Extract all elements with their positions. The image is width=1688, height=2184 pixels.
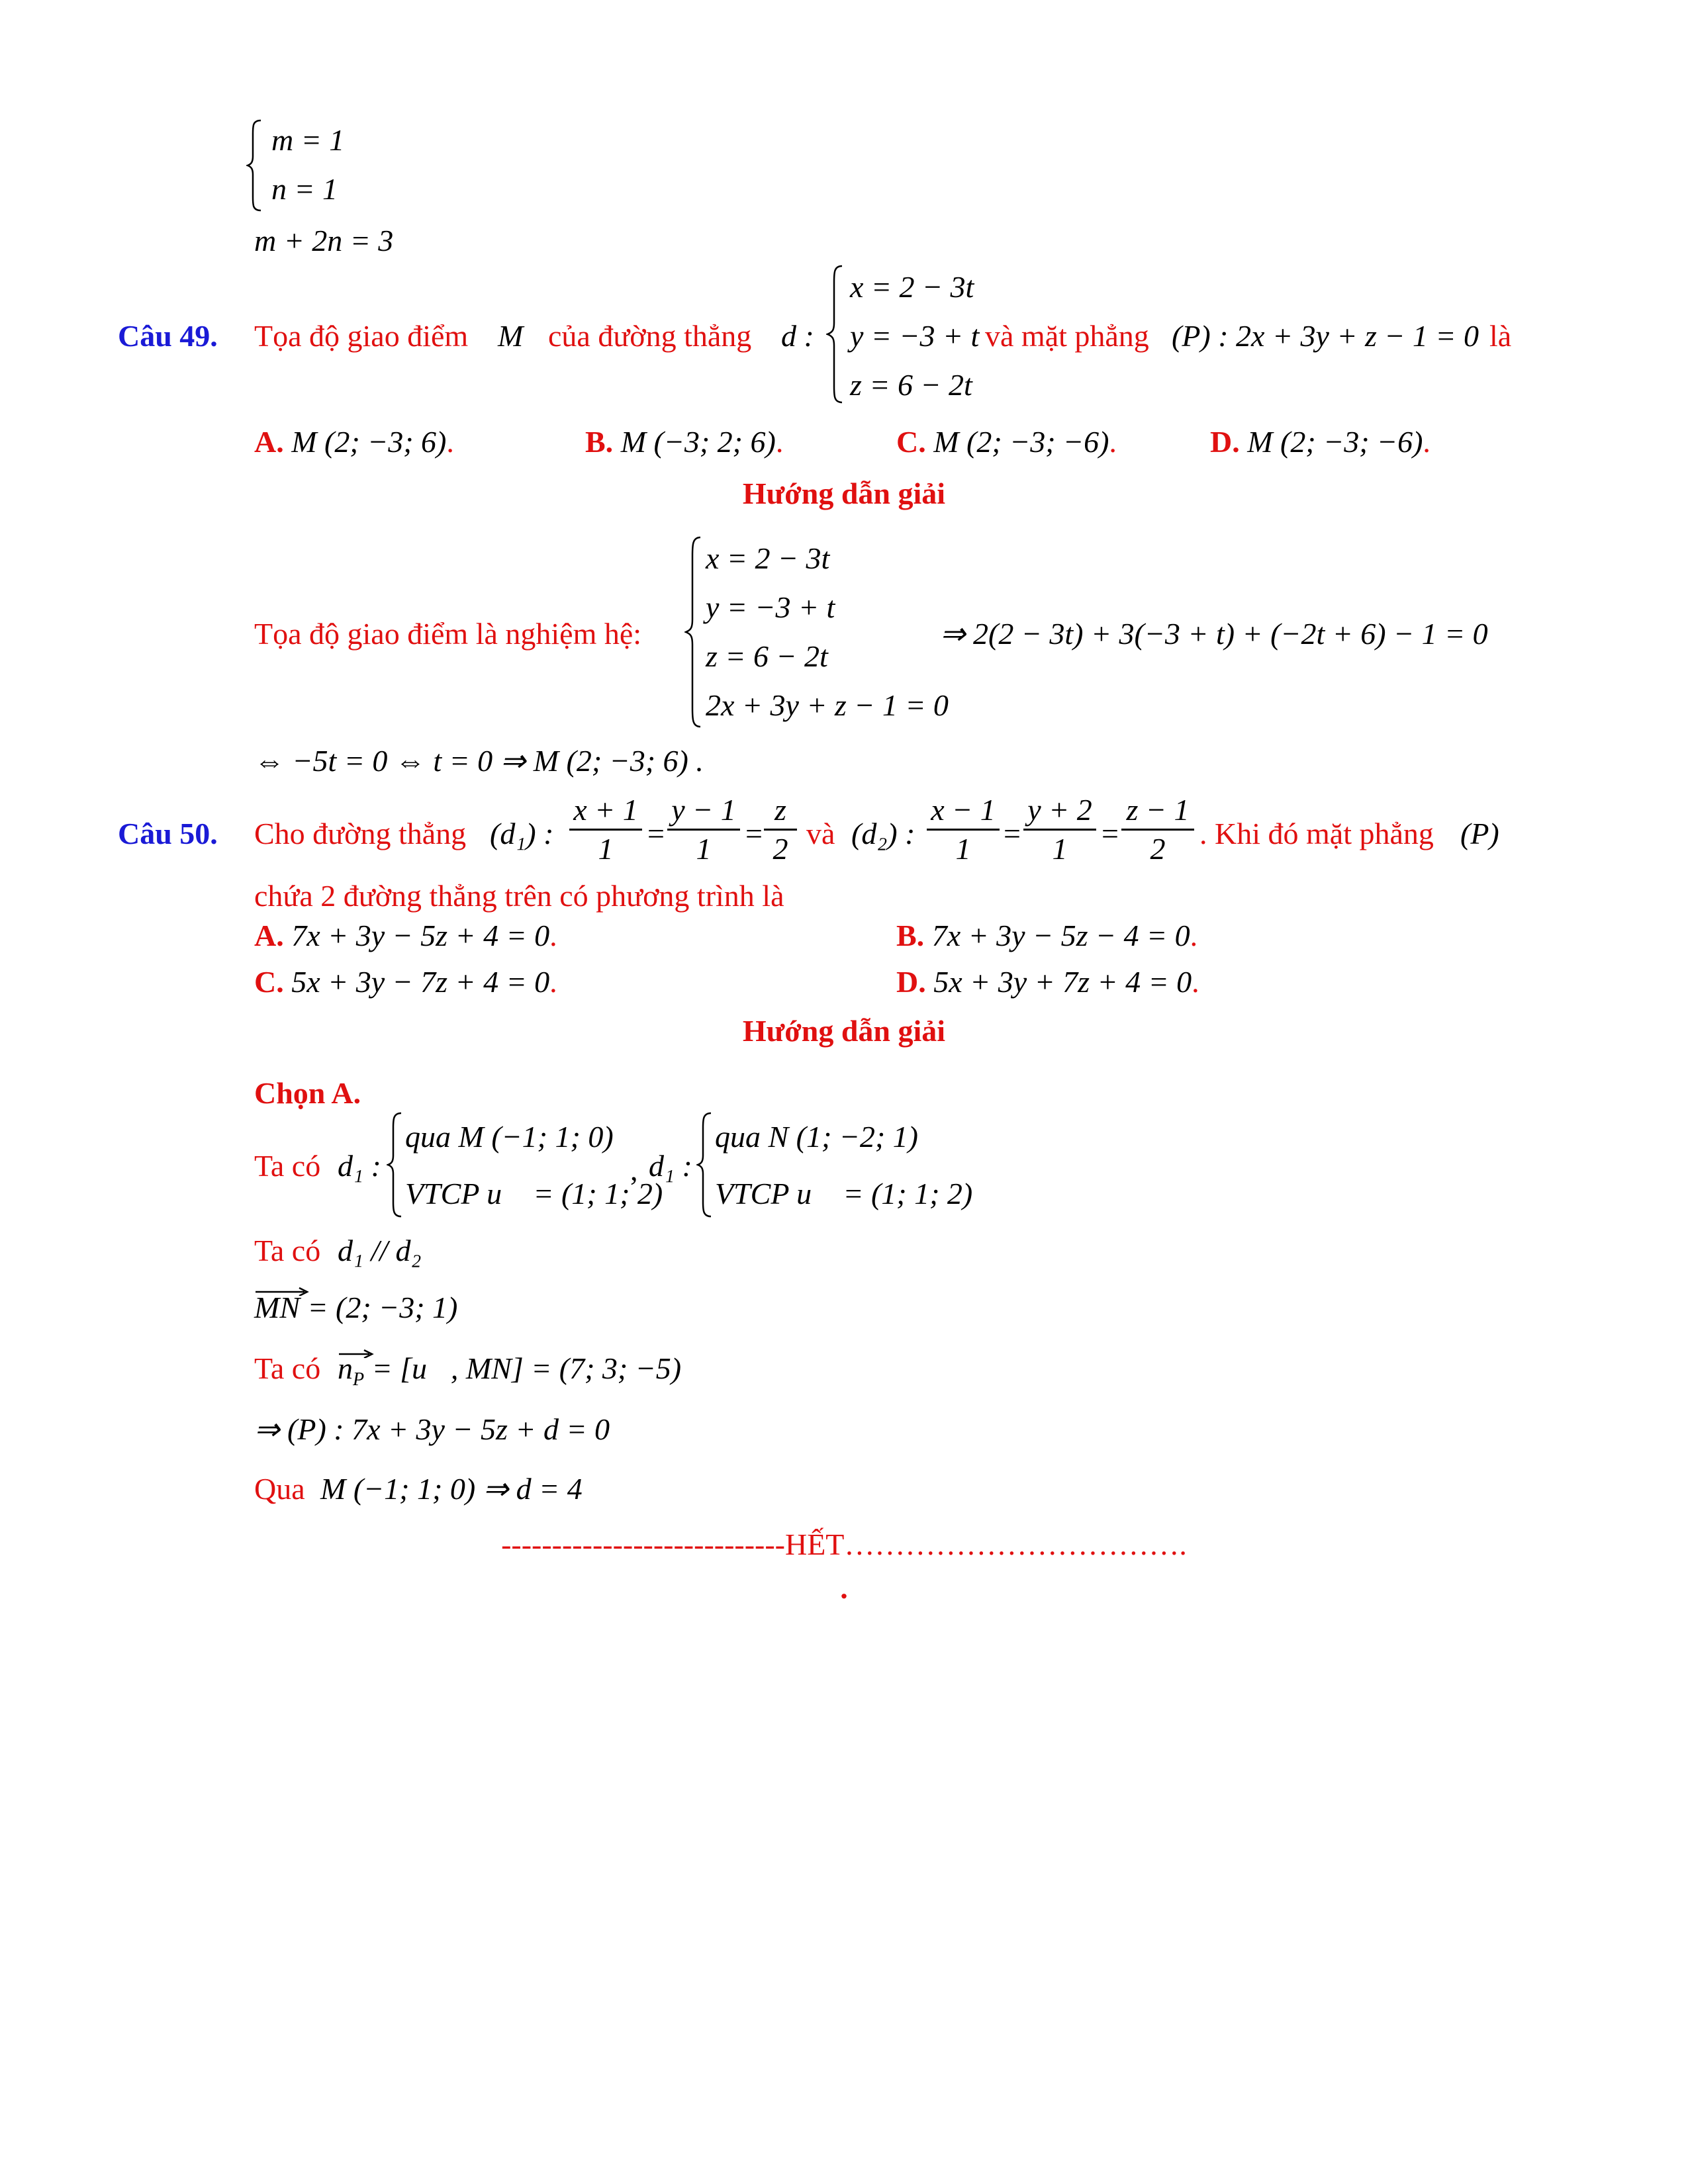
q49-var-d: d : [781,319,814,353]
solution-text: Tọa độ giao điểm là nghiệm hệ: [254,617,642,651]
normal-vector: $n_P$ = [u⃗, MN] = (7; 3; −5) [338,1351,682,1390]
q49-text: và mặt phẳng [985,319,1149,353]
q50-text: Cho đường thẳng [254,817,467,850]
result-line: m + 2n = 3 [254,224,394,257]
option-b[interactable]: B. 7x + 3y − 5z − 4 = 0. [896,919,1198,952]
solution-implies: ⇒ 2(2 − 3t) + 3(−3 + t) + (−2t + 6) − 1 = 0 [940,617,1488,651]
system-line: qua N (1; −2; 1) [715,1120,918,1154]
q50-d2: (d₂) : [851,817,915,850]
parallel-statement: d₁ // d₂ [338,1234,422,1267]
guide-title: Hướng dẫn giải [742,477,946,510]
taco-label: Ta có [254,1149,321,1183]
question-50-label: Câu 50. [118,817,218,850]
system-brace [696,1112,714,1218]
fraction: z 2 [764,793,797,866]
fraction: y + 2 1 [1023,793,1096,866]
system-line: n = 1 [271,172,338,206]
system-line: y = −3 + t [706,590,835,624]
q49-text: là [1489,319,1512,353]
q49-plane: (P) : 2x + 3y + z − 1 = 0 [1172,319,1479,353]
option-a[interactable]: A. M (2; −3; 6). [254,425,454,459]
q49-text: của đường thẳng [548,319,752,353]
system-line: z = 6 − 2t [850,368,972,402]
end-marker: ----------------------------HẾT……………………………. [501,1527,1187,1561]
fraction: x − 1 1 [927,793,1000,866]
option-d[interactable]: D. 5x + 3y + 7z + 4 = 0. [896,965,1199,999]
option-a[interactable]: A. 7x + 3y − 5z + 4 = 0. [254,919,557,952]
equals-sign: = [647,817,665,850]
comma: , [630,1153,638,1187]
end-dot: . [840,1571,848,1605]
solution-final: ⇔ −5t = 0 ⇔ t = 0 ⇒ M (2; −3; 6) . [254,744,704,778]
choose-answer: Chọn A. [254,1076,361,1110]
taco-label: Ta có [254,1234,321,1267]
option-c[interactable]: C. M (2; −3; −6). [896,425,1117,459]
option-c[interactable]: C. 5x + 3y − 7z + 4 = 0. [254,965,557,999]
fraction: y − 1 1 [667,793,740,866]
q50-text: . Khi đó mặt phẳng [1199,817,1434,850]
option-d[interactable]: D. M (2; −3; −6). [1210,425,1430,459]
q50-text: chứa 2 đường thẳng trên có phương trình là [254,879,784,913]
system-line: VTCP u⃗ = (1; 1; 2) [715,1177,973,1210]
d1-label: d₁ : [338,1149,381,1183]
system-line: z = 6 − 2t [706,639,828,673]
fraction: z − 1 2 [1121,793,1194,866]
vector-mn: MN = (2; −3; 1) [254,1289,457,1326]
fraction: x + 1 1 [569,793,642,866]
q50-plane: (P) [1460,817,1499,850]
equals-sign: = [1102,817,1119,850]
system-brace [826,265,845,404]
system-line: m = 1 [271,123,345,157]
q50-d1: (d₁) : [490,817,554,850]
system-line: x = 2 − 3t [850,270,974,304]
q49-text: Tọa độ giao điểm [254,319,469,353]
guide-title: Hướng dẫn giải [742,1014,946,1048]
equals-sign: = [745,817,763,850]
question-49-label: Câu 49. [118,319,218,353]
qua-label: Qua [254,1472,305,1506]
q50-text: và [806,817,835,850]
system-line: VTCP u⃗ = (1; 1; 2) [405,1177,663,1210]
qua-value: M (−1; 1; 0) ⇒ d = 4 [320,1472,583,1506]
plane-equation: ⇒ (P) : 7x + 3y − 5z + d = 0 [254,1412,610,1446]
taco-label: Ta có [254,1351,321,1385]
system-line: 2x + 3y + z − 1 = 0 [706,688,949,722]
system-line: qua M (−1; 1; 0) [405,1120,614,1154]
system-line: x = 2 − 3t [706,541,830,575]
system-brace [246,119,263,212]
q49-var-M: M [498,319,524,353]
d2-label: d₁ : [649,1149,692,1183]
system-brace [387,1112,404,1218]
system-brace [684,536,703,728]
system-line: y = −3 + t [850,319,980,353]
equals-sign: = [1004,817,1021,850]
option-b[interactable]: B. M (−3; 2; 6). [585,425,784,459]
